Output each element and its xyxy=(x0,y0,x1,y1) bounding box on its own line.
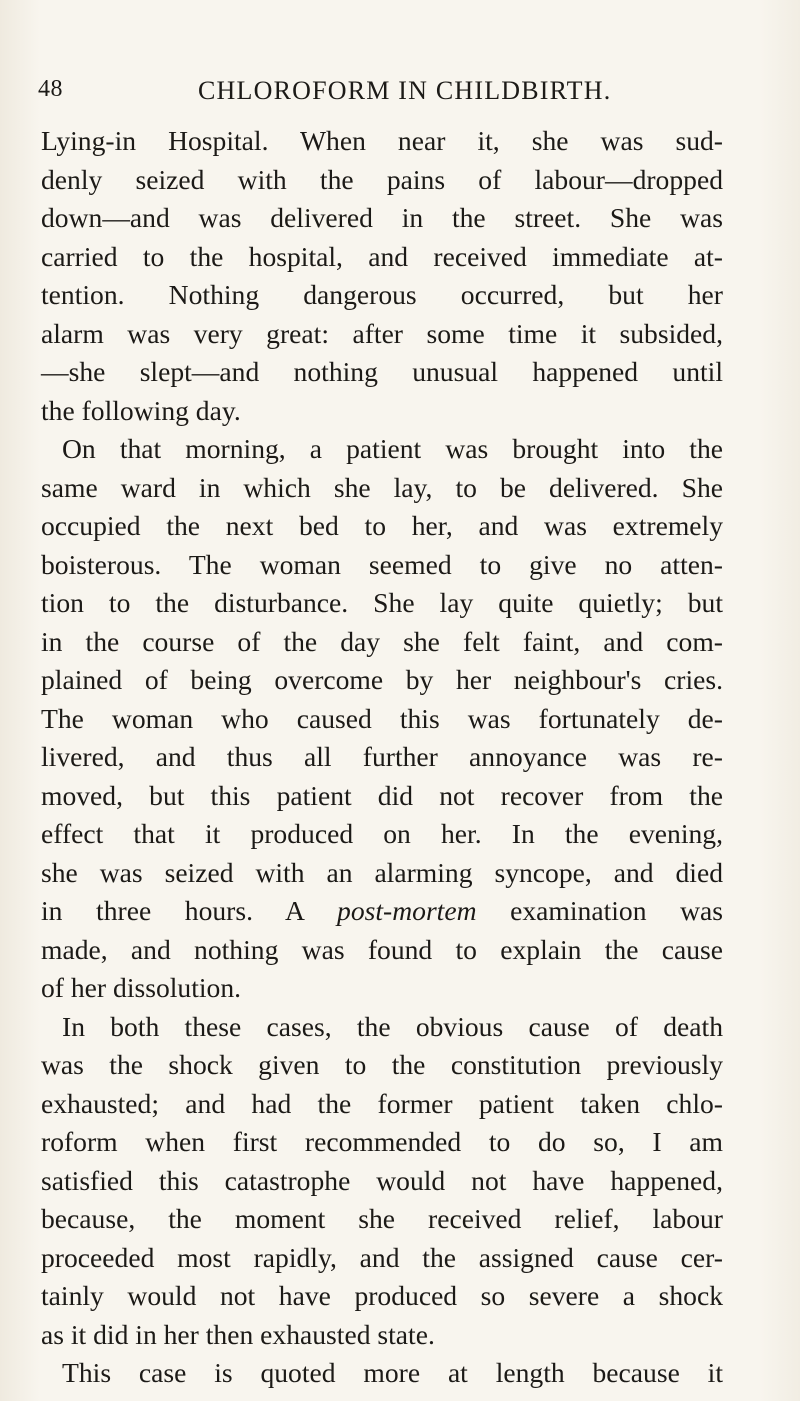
text-line: exhausted; and had the former patient taken chlo- xyxy=(41,1087,723,1119)
text-line: plained of being overcome by her neighbour's cries. xyxy=(41,664,723,695)
text-line: proceeded most rapidly, and the assigned cause cer- xyxy=(41,1241,723,1273)
text-line: The woman who caused this was fortunately de- xyxy=(41,702,723,734)
text-line: was the shock given to the constitution previously xyxy=(41,1049,723,1080)
text-line: same ward in which she lay, to be delivered. She xyxy=(41,471,723,503)
text-line: tion to the disturbance. She lay quite quietly; but xyxy=(41,587,723,618)
running-title: CHLOROFORM IN CHILDBIRTH. xyxy=(198,76,612,105)
text-line: roform when first recommended to do so, I am xyxy=(41,1126,723,1157)
page-number: 48 xyxy=(38,76,63,102)
text-line: tainly would not have produced so severe a shock xyxy=(41,1280,723,1311)
text-run: in three hours. A xyxy=(41,895,338,926)
text-line: in the course of the day she felt faint, and com- xyxy=(41,625,723,657)
text-line: livered, and thus all further annoyance was re- xyxy=(41,741,723,772)
text-line: carried to the hospital, and received immediate at- xyxy=(41,240,723,272)
text-line: the following day. xyxy=(41,394,241,426)
text-line: she was seized with an alarming syncope, and died xyxy=(41,856,723,888)
text-line: —she slept—and nothing unusual happened until xyxy=(41,356,723,387)
paragraph-start-line: In both these cases, the obvious cause of death xyxy=(62,1010,723,1042)
text-line: made, and nothing was found to explain the cause xyxy=(41,933,723,965)
text-run: examination was xyxy=(476,895,723,926)
text-line: down—and was delivered in the street. She was xyxy=(41,202,723,233)
body-text xyxy=(41,122,723,1393)
text-line: moved, but this patient did not recover from the xyxy=(41,779,723,811)
running-head xyxy=(38,76,748,112)
text-line: of her dissolution. xyxy=(41,972,242,1003)
text-line: denly seized with the pains of labour—dropped xyxy=(41,163,723,195)
text-line: tention. Nothing dangerous occurred, but her xyxy=(41,279,723,310)
text-line: boisterous. The woman seemed to give no atten- xyxy=(41,548,723,580)
text-line: occupied the next bed to her, and was extremely xyxy=(41,510,723,541)
paragraph-start-line: This case is quoted more at length because it xyxy=(62,1357,723,1388)
text-line: alarm was very great: after some time it subsided, xyxy=(41,317,723,349)
text-line: as it did in her then exhausted state. xyxy=(41,1318,435,1350)
text-line: Lying-in Hospital. When near it, she was sud- xyxy=(41,125,723,156)
text-line: satisfied this catastrophe would not have happened, xyxy=(41,1164,723,1196)
text-line-with-italic xyxy=(41,892,723,931)
text-line: effect that it produced on her. In the evening, xyxy=(41,818,723,849)
text-line: because, the moment she received relief, labour xyxy=(41,1203,723,1234)
paragraph-start-line: On that morning, a patient was brought into the xyxy=(62,433,723,464)
italic-term: post-mortem xyxy=(337,895,477,926)
